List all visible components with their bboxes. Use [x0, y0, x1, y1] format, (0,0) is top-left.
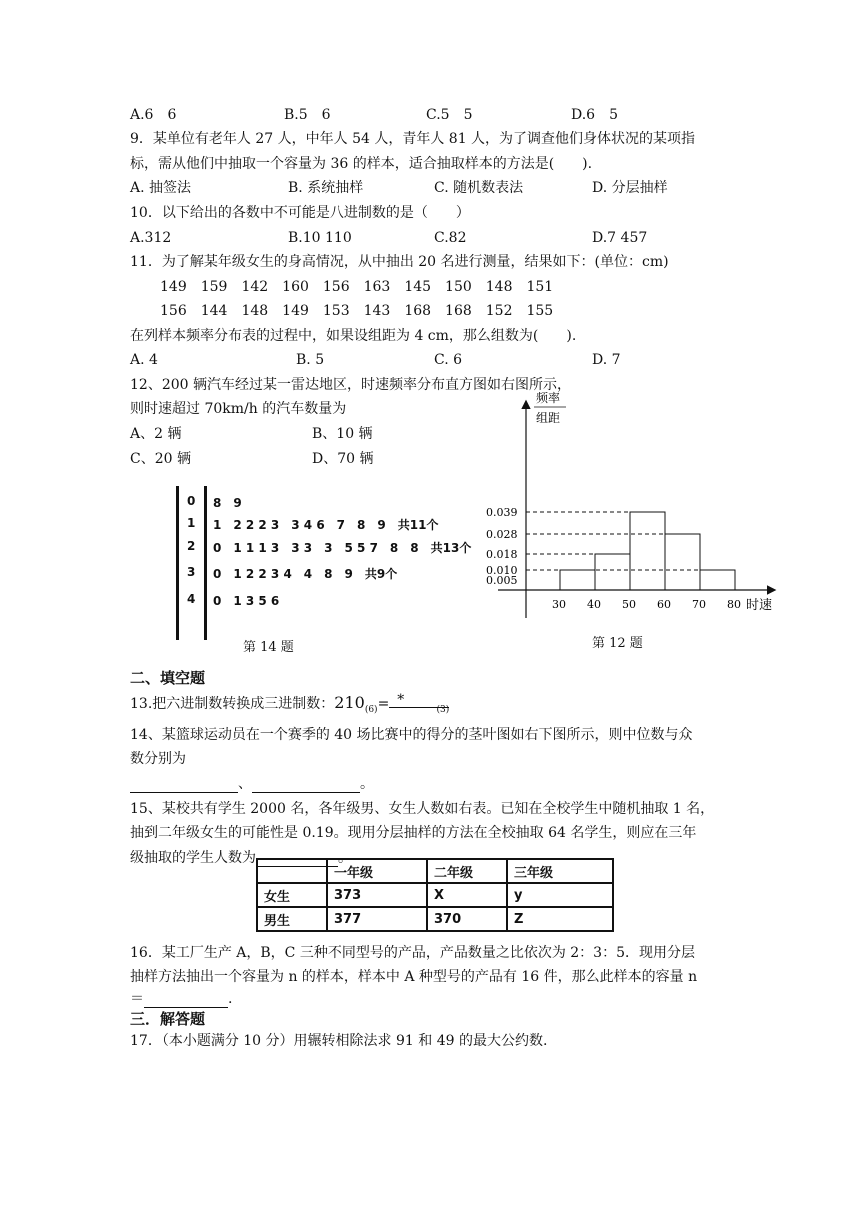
leaf-values: 1 2 2 2 3 3 4 6 7 8 9 共11个	[213, 518, 439, 532]
q11-data-row1: 149 159 142 160 156 163 145 150 148 151	[160, 279, 554, 295]
x-axis-label: 时速	[746, 598, 773, 613]
q15-end: 。	[338, 850, 352, 866]
q13-base3: (3)	[436, 705, 450, 715]
section-solve-title: 三．解答题	[130, 1010, 206, 1028]
histogram-bar	[630, 512, 665, 590]
q17-line: 17．（本小题满分 10 分）用辗转相除法求 91 和 49 的最大公约数.	[130, 1033, 548, 1049]
q12-option-d: D、70 辆	[312, 451, 374, 467]
q15-line3-text: 级抽取的学生人数为	[130, 850, 256, 866]
histogram-chart	[470, 388, 790, 628]
leaf-values: 8 9	[213, 496, 242, 510]
q10-line1: 10．以下给出的各数中不可能是八进制数的是（ ）	[130, 205, 470, 221]
q9-option-a: A. 抽签法	[130, 180, 192, 196]
q16-line1: 16．某工厂生产 A，B，C 三种不同型号的产品，产品数量之比依次为 2：3：5．现用分层	[130, 945, 695, 961]
q13-equals: =	[377, 696, 390, 712]
table-cell: 一年级	[327, 859, 427, 883]
q9-option-b: B. 系统抽样	[288, 180, 364, 196]
q16-line3-text: ＝	[130, 991, 144, 1007]
section-fill-in-title: 二、填空题	[130, 669, 206, 687]
table-cell: 三年级	[507, 859, 613, 883]
stem-value: 1	[187, 516, 196, 530]
table-cell: Z	[507, 907, 613, 931]
table-cell: 女生	[257, 883, 327, 907]
q12-line1: 12、200 辆汽车经过某一雷达地区，时速频率分布直方图如右图所示，	[130, 377, 571, 393]
q14-end: 。	[360, 776, 374, 792]
leaf-values: 0 1 1 1 3 3 3 3 5 5 7 8 8 共13个	[213, 541, 472, 555]
q11-line1: 11．为了解某年级女生的身高情况，从中抽出 20 名进行测量，结果如下：(单位：cm)	[130, 254, 669, 270]
q11-option-a: A. 4	[130, 352, 158, 368]
q8-option-a: A.6 6	[130, 107, 177, 123]
q15-line2: 抽到二年级女生的可能性是 0.19。现用分层抽样的方法在全校抽取 64 名学生，则应在三年	[130, 825, 697, 841]
q16-line2: 抽样方法抽出一个容量为 n 的样本，样本中 A 种型号的产品有 16 件，那么此样本的容量 n	[130, 969, 698, 985]
y-tick-label: 0.039	[486, 506, 518, 519]
stem-leaf-divider	[204, 486, 207, 640]
q8-option-b: B.5 6	[284, 107, 331, 123]
q14-separator: 、	[238, 776, 252, 792]
q14-caption: 第 14 题	[243, 640, 294, 655]
leaf-values: 0 1 2 2 3 4 4 8 9 共9个	[213, 567, 398, 581]
q12-option-c: C、20 辆	[130, 451, 191, 467]
table-cell: X	[427, 883, 507, 907]
q13-prefix: 13.把六进制数转换成三进制数：	[130, 696, 335, 712]
q11-line2: 在列样本频率分布表的过程中，如果设组距为 4 cm，那么组数为( ).	[130, 328, 577, 344]
y-tick-label: 0.010	[486, 564, 518, 577]
x-tick-label: 50	[622, 598, 636, 611]
y-tick-label: 0.028	[486, 528, 518, 541]
leaf-values: 0 1 3 5 6	[213, 594, 280, 608]
q10-option-d: D.7 457	[592, 230, 648, 246]
table-cell: 男生	[257, 907, 327, 931]
q13-star: *	[397, 692, 405, 708]
table-cell	[257, 859, 327, 883]
leaf-count: 共13个	[430, 541, 472, 555]
table-row	[257, 883, 613, 907]
table-row	[257, 907, 613, 931]
q9-line2: 标，需从他们中抽取一个容量为 36 的样本，适合抽取样本的方法是( ).	[130, 156, 593, 172]
q15-line1: 15、某校共有学生 2000 名，各年级男、女生人数如右表。已知在全校学生中随机抽取 1 名，	[130, 801, 715, 817]
x-tick-label: 60	[657, 598, 671, 611]
q8-option-d: D.6 5	[571, 107, 618, 123]
q12-option-a: A、2 辆	[130, 426, 182, 442]
q12-option-b: B、10 辆	[312, 426, 373, 442]
table-header-row	[257, 859, 613, 883]
histogram-bar	[700, 570, 735, 590]
stem-value: 2	[187, 539, 196, 553]
table-cell: 373	[327, 883, 427, 907]
q14-blank-median	[130, 778, 238, 793]
histogram-bar	[560, 570, 595, 590]
q11-option-d: D. 7	[592, 352, 621, 368]
x-tick-label: 30	[552, 598, 566, 611]
q14-blank-mode	[252, 778, 360, 793]
stem-value: 0	[187, 494, 196, 508]
x-tick-label: 70	[692, 598, 706, 611]
q13-answer-blank	[389, 692, 450, 715]
q9-option-c: C. 随机数表法	[434, 180, 524, 196]
q11-option-c: C. 6	[434, 352, 463, 368]
q16-line3	[130, 990, 232, 1008]
q9-option-d: D. 分层抽样	[592, 180, 668, 196]
q14-answer-line	[130, 775, 374, 793]
q13-base6: (6)	[364, 704, 378, 715]
q10-option-a: A.312	[130, 230, 172, 246]
y-label-bottom: 组距	[536, 411, 561, 425]
x-tick-label: 40	[587, 598, 601, 611]
table-cell: 370	[427, 907, 507, 931]
grade-gender-table	[256, 858, 614, 932]
q10-option-c: C.82	[434, 230, 467, 246]
table-cell: 377	[327, 907, 427, 931]
q14-line1: 14、某篮球运动员在一个赛季的 40 场比赛中的得分的茎叶图如右下图所示，则中位数与众	[130, 727, 693, 743]
y-tick-label: 0.005	[486, 574, 518, 587]
q9-line1: 9．某单位有老年人 27 人，中年人 54 人，青年人 81 人，为了调查他们身体状况的某项指	[130, 131, 696, 147]
y-label-top: 频率	[536, 391, 561, 405]
q11-data-row2: 156 144 148 149 153 143 168 168 152 155	[160, 303, 554, 319]
q16-end: .	[228, 991, 233, 1007]
x-tick-label: 80	[727, 598, 741, 611]
q10-option-b: B.10 110	[288, 230, 352, 246]
q16-blank	[144, 993, 228, 1008]
histogram-bar	[665, 534, 700, 590]
table-cell: y	[507, 883, 613, 907]
q13-line	[130, 694, 449, 719]
y-tick-label: 0.018	[486, 548, 518, 561]
table-cell: 二年级	[427, 859, 507, 883]
q12-line2: 则时速超过 70km/h 的汽车数量为	[130, 401, 347, 417]
stem-leaf-left-border	[176, 486, 179, 640]
q12-caption: 第 12 题	[592, 636, 643, 651]
stem-value: 4	[187, 592, 196, 606]
q14-line2: 数分别为	[130, 751, 186, 767]
histogram-bar	[595, 554, 630, 590]
leaf-count: 共11个	[397, 518, 439, 532]
q13-number: 210	[334, 693, 365, 712]
stem-value: 3	[187, 565, 196, 579]
q11-option-b: B. 5	[296, 352, 325, 368]
leaf-count: 共9个	[364, 567, 398, 581]
q8-option-c: C.5 5	[426, 107, 473, 123]
